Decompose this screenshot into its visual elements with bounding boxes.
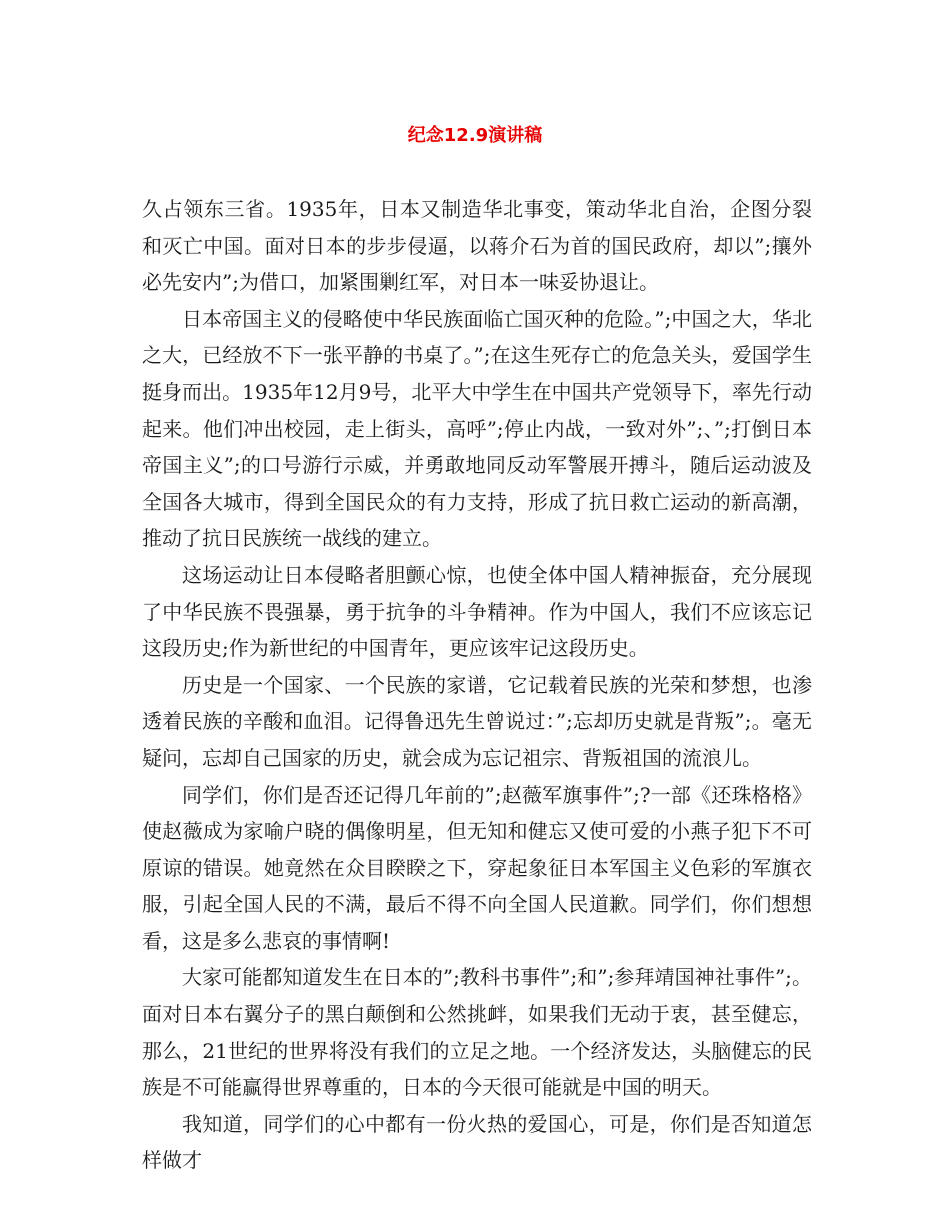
paragraph-3: 这场运动让日本侵略者胆颤心惊，也使全体中国人精神振奋，充分展现了中华民族不畏强暴，勇于抗争的斗争精神。作为中国人，我们不应该忘记这段历史;作为新世纪的中国青年，更应该牢记这段历史。 bbox=[142, 562, 812, 661]
paragraph-6: 大家可能都知道发生在日本的”;教科书事件”;和”;参拜靖国神社事件”;。面对日本右翼分子的黑白颠倒和公然挑衅，如果我们无动于衷，甚至健忘，那么，21世纪的世界将没有我们的立足之地。一个经济发达，头脑健忘的民族是不可能赢得世界尊重的，日本的今天很可能就是中国的明天。 bbox=[142, 965, 812, 1100]
paragraph-2: 日本帝国主义的侵略使中华民族面临亡国灭种的危险。”;中国之大，华北之大，已经放不下一张平静的书桌了。”;在这生死存亡的危急关头，爱国学生挺身而出。1935年12月9号，北平大中学生在中国共产党领导下，率先行动起来。他们冲出校园，走上街头，高呼”;停止内战，一致对外”;、”;打倒日本帝国主义”;的口号游行示威，并勇敢地同反动军警展开搏斗，随后运动波及全国各大城市，得到全国民众的有力支持，形成了抗日救亡运动的新高潮，推动了抗日民族统一战线的建立。 bbox=[142, 306, 812, 551]
document-title: 纪念12.9演讲稿 bbox=[407, 125, 543, 146]
document-body bbox=[142, 191, 812, 1179]
paragraph-1: 久占领东三省。1935年，日本又制造华北事变，策动华北自治，企图分裂和灭亡中国。面对日本的步步侵逼，以蒋介石为首的国民政府，却以”;攘外必先安内”;为借口，加紧围剿红军，对日本一味妥协退让。 bbox=[142, 197, 812, 295]
paragraph-7: 我知道，同学们的心中都有一份火热的爱国心，可是，你们是否知道怎样做才 bbox=[142, 1111, 812, 1173]
paragraph-4: 历史是一个国家、一个民族的家谱，它记载着民族的光荣和梦想，也渗透着民族的辛酸和血泪。记得鲁迅先生曾说过：”;忘却历史就是背叛”;。毫无疑问，忘却自己国家的历史，就会成为忘记祖宗、背叛祖国的流浪儿。 bbox=[142, 672, 812, 770]
paragraph-5: 同学们，你们是否还记得几年前的”;赵薇军旗事件”;?一部《还珠格格》使赵薇成为家喻户晓的偶像明星，但无知和健忘又使可爱的小燕子犯下不可原谅的错误。她竟然在众目睽睽之下，穿起象征日本军国主义色彩的军旗衣服，引起全国人民的不满，最后不得不向全国人民道歉。同学们，你们想想看，这是多么悲哀的事情啊! bbox=[142, 782, 812, 953]
